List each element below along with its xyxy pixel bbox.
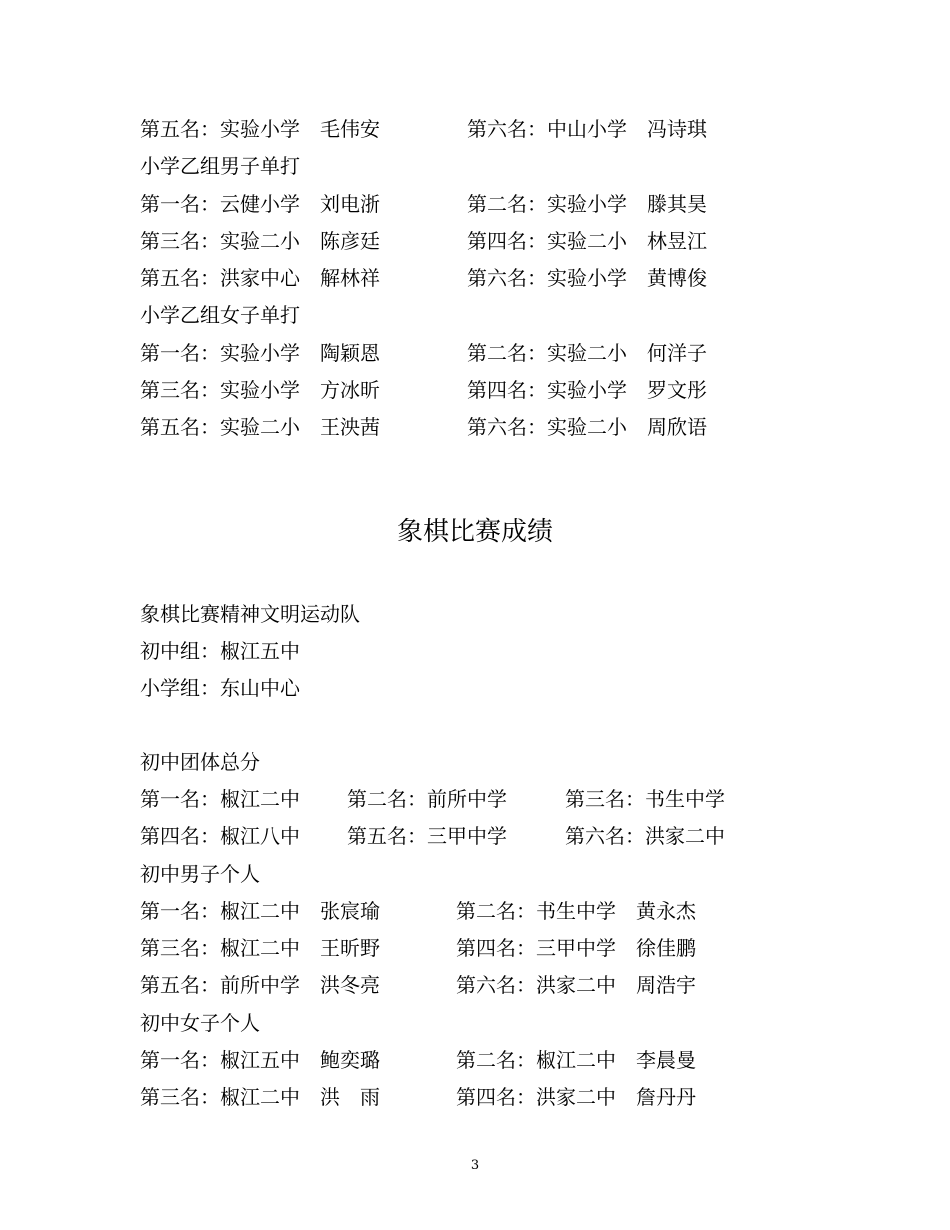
result-right: 第四名：实验二小 林昱江 [467,229,707,253]
section-heading-text: 小学乙组女子单打 [140,303,300,327]
result-right: 第二名：实验小学 滕其昊 [467,192,707,216]
result-right: 第二名：实验二小 何洋子 [467,341,707,365]
spirit-team-junior-high-text: 初中组：椒江五中 [140,639,300,663]
team-total-heading-text: 初中团体总分 [140,750,260,774]
team-total-cell: 第三名：书生中学 [565,787,725,811]
result-right: 第六名：实验二小 周欣语 [467,415,707,439]
result-right: 第六名：实验小学 黄博俊 [467,266,707,290]
result-left: 第五名：实验小学 毛伟安 [140,117,380,141]
result-right: 第二名：书生中学 黄永杰 [456,899,696,923]
result-right: 第六名：中山小学 冯诗琪 [467,117,707,141]
result-right: 第二名：椒江二中 李晨曼 [456,1048,696,1072]
team-total-cell: 第五名：三甲中学 [347,824,507,848]
section-heading-text: 小学乙组男子单打 [140,154,300,178]
result-right: 第六名：洪家二中 周浩宇 [456,973,696,997]
result-left: 第五名：实验二小 王泱茜 [140,415,380,439]
result-left: 第一名：云健小学 刘电浙 [140,192,380,216]
team-total-cell: 第二名：前所中学 [347,787,507,811]
result-left: 第一名：实验小学 陶颖恩 [140,341,380,365]
team-total-cell: 第四名：椒江八中 [140,824,300,848]
result-right: 第四名：洪家二中 詹丹丹 [456,1085,696,1109]
girls-individual-heading-text: 初中女子个人 [140,1011,260,1035]
result-right: 第四名：实验小学 罗文彤 [467,378,707,402]
team-total-cell: 第一名：椒江二中 [140,787,300,811]
spirit-team-heading-text: 象棋比赛精神文明运动队 [140,602,360,626]
page-number: 3 [470,1158,480,1173]
boys-individual-heading-text: 初中男子个人 [140,862,260,886]
team-total-cell: 第六名：洪家二中 [565,824,725,848]
chess-section-title: 象棋比赛成绩 [396,517,553,547]
result-left: 第三名：椒江二中 洪 雨 [140,1085,380,1109]
result-left: 第三名：实验小学 方冰昕 [140,378,380,402]
result-left: 第五名：洪家中心 解林祥 [140,266,380,290]
result-left: 第三名：椒江二中 王昕野 [140,936,380,960]
result-left: 第一名：椒江二中 张宸瑜 [140,899,380,923]
result-right: 第四名：三甲中学 徐佳鹏 [456,936,696,960]
spirit-team-primary-text: 小学组：东山中心 [140,676,300,700]
result-left: 第五名：前所中学 洪冬亮 [140,973,380,997]
result-left: 第三名：实验二小 陈彦廷 [140,229,380,253]
result-left: 第一名：椒江五中 鲍奕璐 [140,1048,380,1072]
